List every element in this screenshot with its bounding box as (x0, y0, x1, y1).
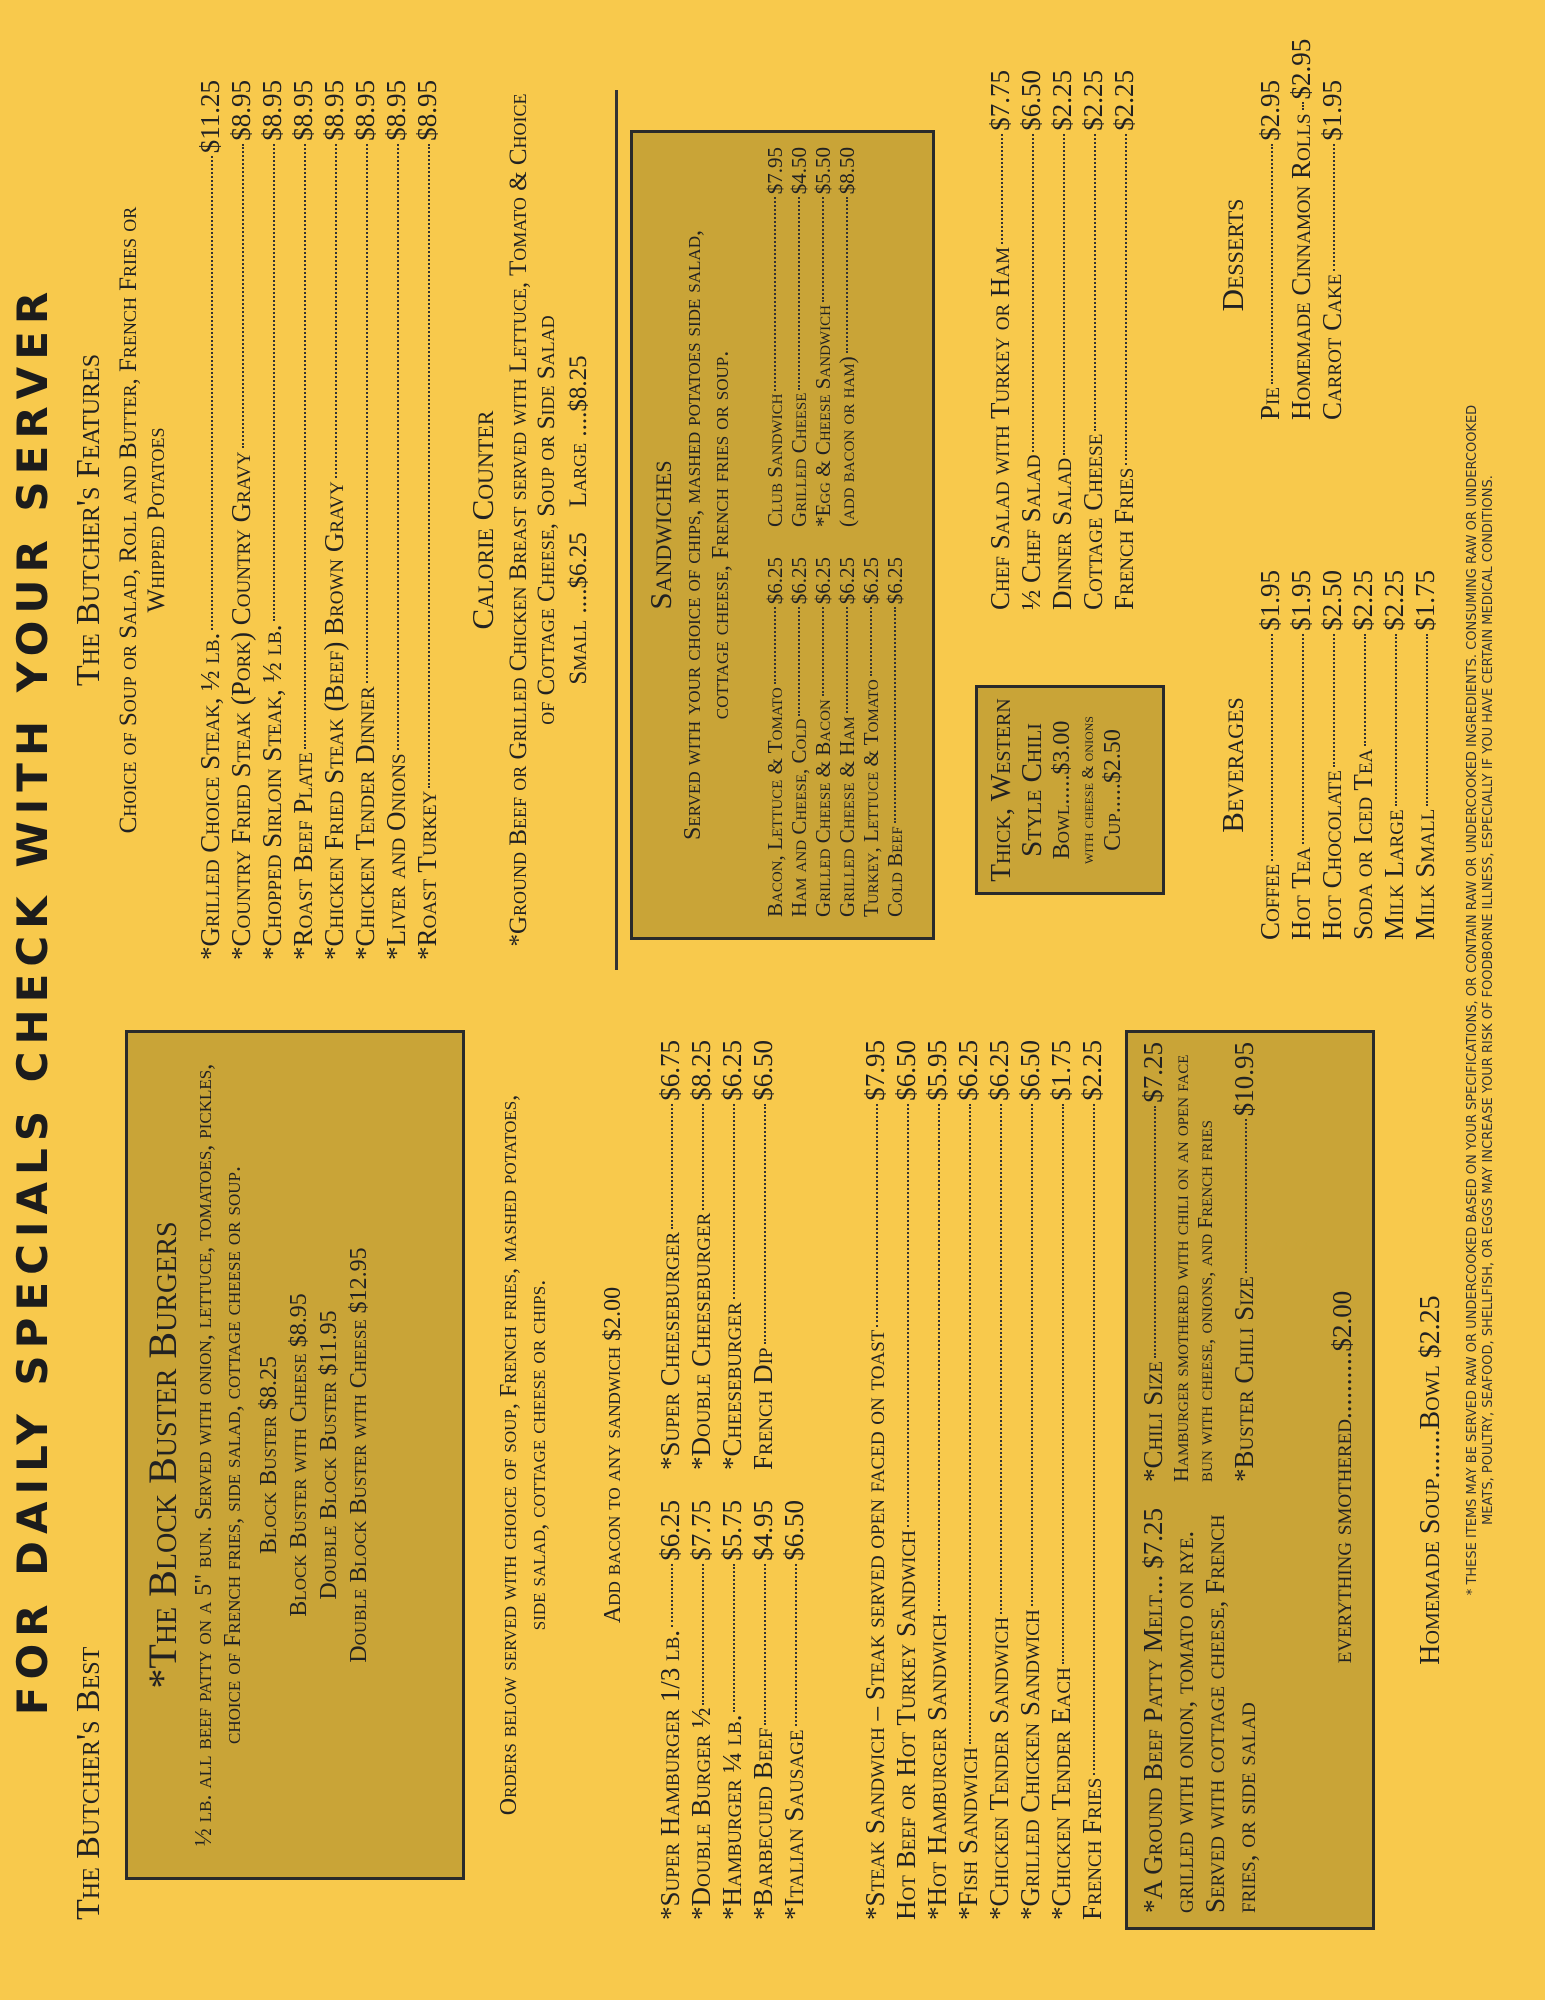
list-item: *Grilled Choice Steak, ½ lb. $11.25 (195, 80, 225, 960)
disclaimer (1465, 0, 1497, 2000)
list-item: Hot Beef or Hot Turkey Sandwich $6.50 (891, 1040, 921, 1920)
sandwich-title: Sandwiches (643, 460, 678, 610)
list-item: Homemade Cinnamon Rolls $2.95 (1286, 38, 1316, 420)
list-item: Pie $2.95 (1255, 80, 1285, 420)
list-item: *Cheeseburger $6.25 (717, 1040, 747, 1470)
left-panel (70, 1000, 108, 1940)
list-item: Chef Salad with Turkey or Ham $7.75 (985, 70, 1015, 610)
list-item: *Chopped Sirloin Steak, ½ lb. $8.95 (257, 80, 287, 960)
salads-list (985, 70, 1140, 610)
disclaimer-line: * THESE ITEMS MAY BE SERVED RAW OR UNDERCOOKED BASED ON YOUR SPECIFICATIONS, OR CONTAIN RAW OR UNDERCOOKED INGREDIENTS. CONSUMING RAW OR UNDERCOOKED (1465, 404, 1480, 1596)
list-item: Cold Beef $6.25 (883, 557, 907, 917)
list-item: Dinner Salad $2.25 (1047, 70, 1077, 610)
item-desc: Hamburger smothered with chili on an open face bun with cheese, onions, and French fries (1169, 1054, 1217, 1482)
calorie-desc: *Ground Beef or Grilled Chicken Breast served with Lettuce, Tomato & Choice of Cottage Cheese, Soup or Side Salad (505, 93, 560, 947)
list-item: (add bacon or ham) $8.50 (835, 147, 859, 527)
list-item: Soda or Iced Tea $2.25 (1348, 570, 1378, 940)
sandwich-list-a (763, 557, 907, 917)
chili-line: Cup.....$2.50 (1100, 729, 1126, 851)
chili-line: Style Chili (1016, 723, 1048, 857)
melt-chili-box (1125, 1030, 1375, 1930)
banner: FOR DAILY SPECIALS CHECK WITH YOUR SERVER (8, 284, 57, 1716)
list-item: *A Ground Beef Patty Melt... $7.25 (1138, 1508, 1168, 1913)
list-item: Club Sandwich $7.95 (763, 147, 787, 527)
right-heading: The Butcher's Features (70, 353, 107, 687)
list-item: French Dip $6.50 (748, 1040, 778, 1470)
blockbuster-line: Block Buster with Cheese $8.95 (286, 1293, 312, 1617)
list-item: Milk Large $2.25 (1379, 570, 1409, 940)
list-item: Ham and Cheese, Cold $6.25 (787, 557, 811, 917)
blockbuster-line: Block Buster $8.25 (256, 1355, 282, 1555)
list-item: *Double Cheeseburger $8.25 (686, 1040, 716, 1470)
item-desc: grilled with onion, tomato on rye. Served with cottage cheese, French fries, or side salad (1169, 1514, 1261, 1913)
homemade-soup: Homemade Soup.......Bowl $2.25 (1415, 1295, 1446, 1665)
list-item: Grilled Cheese & Bacon $6.25 (811, 557, 835, 917)
chili-line: Thick, Western (985, 698, 1017, 882)
chili-line: Bowl.....$3.00 (1049, 720, 1075, 860)
list-item: *Liver and Onions $8.95 (381, 80, 411, 960)
sandwich-desc: Served with your choice of chips, mashed potatoes side salad, cottage cheese, French fries or soup. (680, 230, 734, 840)
list-item: *Chicken Tender Sandwich $6.25 (984, 1040, 1014, 1920)
bacon-note: Add bacon to any sandwich $2.00 (600, 1286, 626, 1624)
blockbuster-desc: ½ lb. all beef patty on a 5" bun. Served with onion, lettuce, tomatoes, pickles, choice of French fries, side salad, cottage cheese or soup. (191, 1063, 246, 1847)
list-item: French Fries $2.25 (1109, 70, 1139, 610)
list-item: Grilled Cheese & Ham $6.25 (835, 557, 859, 917)
smothered-note: everything smothered..........$2.00 (1327, 1290, 1357, 1664)
beverages-title: Beverages (1215, 697, 1250, 833)
left-heading: The Butcher's Best (70, 1646, 107, 1920)
burgers-list-b (655, 1040, 779, 1470)
patty-melt (1138, 1503, 1262, 1913)
blockbuster-box (125, 1030, 465, 1880)
sandwich-list (860, 1040, 1108, 1920)
list-item: *Fish Sandwich $6.25 (953, 1040, 983, 1920)
list-item: *Super Hamburger 1/3 lb. $6.25 (655, 1500, 685, 1920)
list-item: *Egg & Cheese Sandwich $5.50 (811, 147, 835, 527)
list-item: *Chicken Fried Steak (Beef) Brown Gravy $8.95 (319, 80, 349, 960)
divider (615, 90, 618, 970)
chili-box (975, 685, 1165, 895)
list-item: *Grilled Chicken Sandwich $6.50 (1015, 1040, 1045, 1920)
calorie-sizes: Small ....$6.25 Large ....$8.25 (565, 355, 592, 685)
list-item: *Country Fried Steak (Pork) Country Gravy $8.95 (226, 80, 256, 960)
list-item: Carrot Cake $1.95 (1317, 80, 1347, 420)
calorie-title: Calorie Counter (465, 410, 500, 630)
chili-size (1138, 1042, 1260, 1482)
list-item: Hot Chocolate $2.50 (1317, 570, 1347, 940)
list-item: *Double Burger ½ $7.75 (686, 1500, 716, 1920)
list-item: *Steak Sandwich – Steak served open faced on toast $7.95 (860, 1040, 890, 1920)
list-item: Cottage Cheese $2.25 (1078, 70, 1108, 610)
sandwich-box (630, 130, 935, 940)
list-item: Grilled Cheese $4.50 (787, 147, 811, 527)
blockbuster-line: Double Block Buster $11.95 (316, 1310, 342, 1600)
features-list (195, 80, 443, 960)
list-item: Turkey, Lettuce & Tomato $6.25 (859, 557, 883, 917)
list-item: Coffee $1.95 (1255, 570, 1285, 940)
desserts-title: Desserts (1215, 198, 1250, 312)
features-note: Choice of Soup or Salad, Roll and Butter, French Fries or Whipped Potatoes (115, 206, 170, 834)
list-item: Milk Small $1.75 (1410, 570, 1440, 940)
list-item: *Chili Size $7.25 (1138, 1042, 1168, 1482)
list-item: ½ Chef Salad $6.50 (1016, 70, 1046, 610)
list-item: Bacon, Lettuce & Tomato $6.25 (763, 557, 787, 917)
sandwich-list-b (763, 147, 859, 527)
list-item: *Italian Sausage $6.50 (779, 1500, 809, 1920)
list-item: *Barbecued Beef $4.95 (748, 1500, 778, 1920)
disclaimer-line: MEATS, POULTRY, SEAFOOD, SHELLFISH, OR EGGS MAY INCREASE YOUR RISK OF FOODBORNE ILLNESS, ESPECIALLY IF YOU HAVE CERTAIN MEDICAL CONDITIONS. (1481, 475, 1496, 1525)
list-item: *Chicken Tender Dinner $8.95 (350, 80, 380, 960)
list-item: French Fries $2.25 (1077, 1040, 1107, 1920)
orders-note: Orders below served with choice of soup, French fries, mashed potatoes, side salad, cottage cheese or chips. (496, 1094, 551, 1816)
list-item: *Roast Turkey $8.95 (412, 80, 442, 960)
blockbuster-line: Double Block Buster with Cheese $12.95 (346, 1247, 372, 1663)
burgers-list-a (655, 1500, 810, 1920)
list-item: *Super Cheeseburger $6.75 (655, 1040, 685, 1470)
list-item: Hot Tea $1.95 (1286, 570, 1316, 940)
beverages-list (1255, 570, 1441, 940)
blockbuster-title: *The Block Buster Burgers (140, 1221, 185, 1689)
list-item: *Hot Hamburger Sandwich $5.95 (922, 1040, 952, 1920)
desserts-list (1255, 38, 1348, 420)
list-item: *Buster Chili Size $10.95 (1229, 1042, 1259, 1482)
chili-line: with cheese & onions (1078, 716, 1097, 864)
list-item: *Chicken Tender Each $1.75 (1046, 1040, 1076, 1920)
list-item: *Roast Beef Plate $8.95 (288, 80, 318, 960)
list-item: *Hamburger ¼ lb. $5.75 (717, 1500, 747, 1920)
